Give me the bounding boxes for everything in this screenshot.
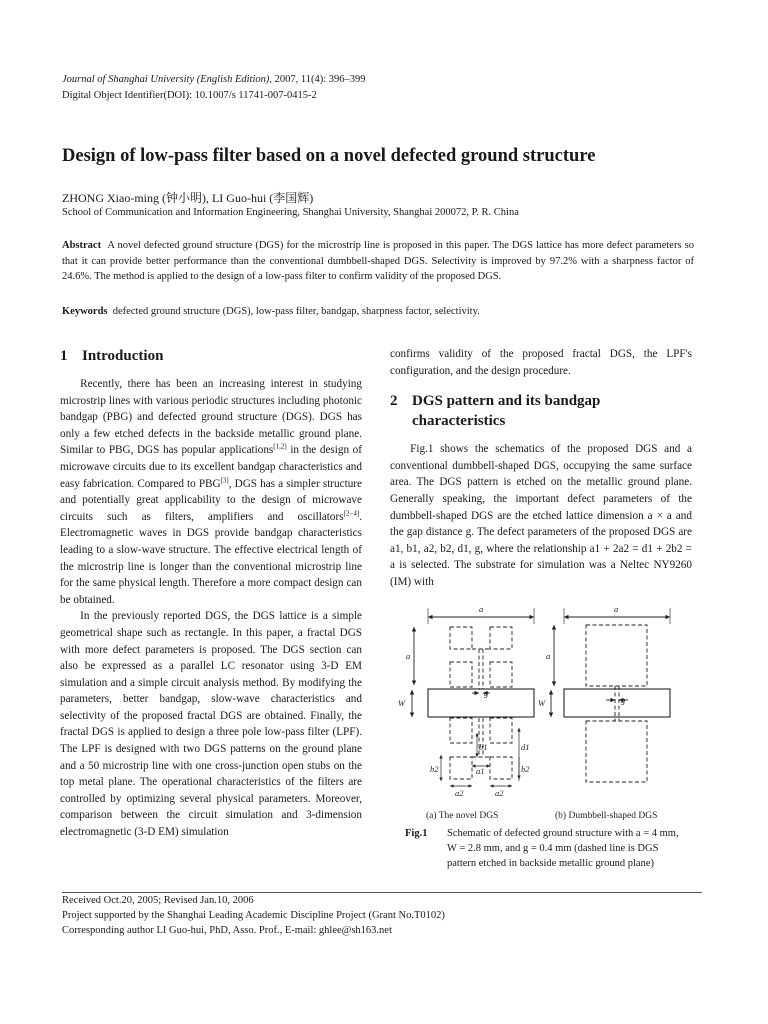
figure-label: Fig.1 bbox=[405, 828, 428, 839]
citation: [2−4] bbox=[343, 509, 360, 518]
section-title: Introduction bbox=[82, 348, 164, 364]
paper-title: Design of low-pass filter based on a novel defected ground structure bbox=[62, 146, 596, 166]
footnotes bbox=[62, 893, 445, 938]
novel-dgs-diagram bbox=[412, 608, 534, 786]
dim-label-b1: b1 bbox=[479, 742, 488, 752]
abstract-text: A novel defected ground structure (DGS) for the microstrip line is proposed in this paper. The DGS lattice has more defect parameters so that it can provide better performance than the conventional dumbbell-shaped DGS. Selectivity is improved by 97.2% with a sharpness factor of 24.6%. The method is applied to the design of a low-pass filter to confirm validity of the proposed DGS. bbox=[62, 240, 694, 282]
dim-label-a: a bbox=[614, 604, 619, 614]
dim-label-g: g bbox=[484, 688, 489, 698]
doi-line: Digital Object Identifier(DOI): 10.1007/s 11741-007-0415-2 bbox=[62, 90, 317, 101]
left-column bbox=[60, 346, 362, 841]
abstract bbox=[62, 238, 694, 285]
keywords bbox=[62, 306, 694, 317]
dim-label-w: W bbox=[398, 698, 406, 708]
dim-label-a2: a2 bbox=[455, 788, 464, 798]
dim-label-a2: a2 bbox=[495, 788, 504, 798]
dumbbell-dgs-diagram bbox=[551, 608, 670, 782]
subcaption-novel-dgs: (a) The novel DGS bbox=[426, 811, 499, 821]
journal-edition: (English Edition) bbox=[196, 74, 270, 85]
abstract-label: Abstract bbox=[62, 240, 102, 251]
section-heading-dgs bbox=[390, 391, 692, 431]
keywords-text: defected ground structure (DGS), low-pass filter, bandgap, sharpness factor, selectivity. bbox=[112, 306, 480, 317]
footnote-project: Project supported by the Shanghai Leading Academic Discipline Project (Grant No.T0102) bbox=[62, 910, 445, 921]
dim-label-g: g bbox=[621, 695, 626, 705]
text-run: . Electromagnetic waves in DGS provide bandgap characteristics leading to a slow-wave structure. The effective electrical length of the microstrip line is longer than the conventional microstrip line for the same physical length. Therefore a more compact design can be obtained. bbox=[60, 510, 362, 606]
subcaption-dumbbell-dgs: (b) Dumbbell-shaped DGS bbox=[555, 811, 658, 821]
citation: [1,2] bbox=[273, 442, 287, 451]
text-run: , DGS has a simpler structure and potentially great applicability to the design of microwave circuits such as filters, amplifiers and oscillators bbox=[60, 477, 362, 523]
section-number: 1 bbox=[60, 348, 68, 364]
intro-paragraph-3: confirms validity of the proposed fractal DGS, the LPF's configuration, and the design procedure. bbox=[390, 348, 692, 377]
keywords-label: Keywords bbox=[62, 306, 108, 317]
dim-label-b2: b2 bbox=[430, 764, 439, 774]
text-run: in the design of microwave circuits due to its excellent bandgap characteristics and easy fabrication. Compared to PBG bbox=[60, 444, 362, 490]
section-number: 2 bbox=[390, 393, 398, 410]
intro-paragraph-2: In the previously reported DGS, the DGS lattice is a simple geometrical shape such as rectangle. In this paper, a fractal DGS with more defect parameters is proposed. The DGS section can also be expressed as a parallel LC resonator using 3-D EM simulation and a simple circuit analysis method. By modifying the parameters, better bandgap, slow-wave characteristics and selectivity of the proposed fractal DGS are obtained. Finally, the fractal DGS is applied to design a three pole low-pass filter (LPF). The LPF is designed with two DGS patterns on the ground plane and a 50 microstrip line with one cross-junction open stubs on the top metal plane. The operational characteristics of the filters are controlled by optimizing several physical parameters. Moreover, comparison between the circuit simulation and 3-dimension electromagnetic (3-D EM) simulation bbox=[60, 610, 362, 839]
section-title: DGS pattern and its bandgap characteristics bbox=[412, 393, 601, 430]
text-run: Recently, there has been an increasing interest in studying microstrip lines with various periodic structures including photonic bandgap (PBG) and defected ground structure (DGS). DGS has only a few etched defects in the backside metallic ground plane. Similar to PBG, DGS has popular applications bbox=[60, 378, 362, 457]
dim-label-a: a bbox=[479, 604, 484, 614]
dim-label-a: a bbox=[406, 651, 411, 661]
author-list: ZHONG Xiao-ming (钟小明), LI Guo-hui (李国辉) bbox=[62, 191, 314, 205]
dim-label-d1: d1 bbox=[521, 742, 530, 752]
footnote-received: Received Oct.20, 2005; Revised Jan.10, 2006 bbox=[62, 895, 254, 906]
figure-caption bbox=[405, 826, 687, 871]
journal-volume-pages: , 2007, 11(4): 396–399 bbox=[269, 74, 366, 85]
page-header bbox=[62, 72, 366, 104]
section-heading-introduction bbox=[60, 346, 362, 366]
intro-paragraph-1 bbox=[60, 376, 362, 608]
footnote-corresponding-author: Corresponding author LI Guo-hui, PhD, Asso. Prof., E-mail: ghlee@sh163.net bbox=[62, 925, 392, 936]
dim-label-a1: a1 bbox=[476, 766, 485, 776]
dgs-paragraph-1: Fig.1 shows the schematics of the proposed DGS and a conventional dumbbell-shaped DGS, occupying the same surface area. The DGS pattern is etched on the metallic ground plane. Generally speaking, the important defect parameters of the dumbbell-shaped DGS are the etched lattice dimension a × a and the gap distance g. The defect parameters of the proposed DGS are a1, b1, a2, b2, d1, g, where the relationship a1 + 2a2 = d1 + 2b2 = a is selected. The substrate for simulation was a Neltec NY9260 (IM) with bbox=[390, 443, 692, 588]
journal-title: Journal of Shanghai University bbox=[62, 74, 195, 85]
journal-citation bbox=[62, 72, 366, 88]
dim-label-w: W bbox=[538, 698, 546, 708]
affiliation: School of Communication and Information Engineering, Shanghai University, Shanghai 200072, P. R. China bbox=[62, 207, 519, 218]
figure-caption-text: Schematic of defected ground structure with a = 4 mm, W = 2.8 mm, and g = 0.4 mm (dashed line is DGS pattern etched in backside metallic ground plane) bbox=[447, 828, 679, 869]
right-column bbox=[390, 346, 692, 591]
citation: [3] bbox=[220, 475, 229, 484]
dim-label-b2: b2 bbox=[521, 764, 530, 774]
dim-label-a: a bbox=[546, 651, 551, 661]
